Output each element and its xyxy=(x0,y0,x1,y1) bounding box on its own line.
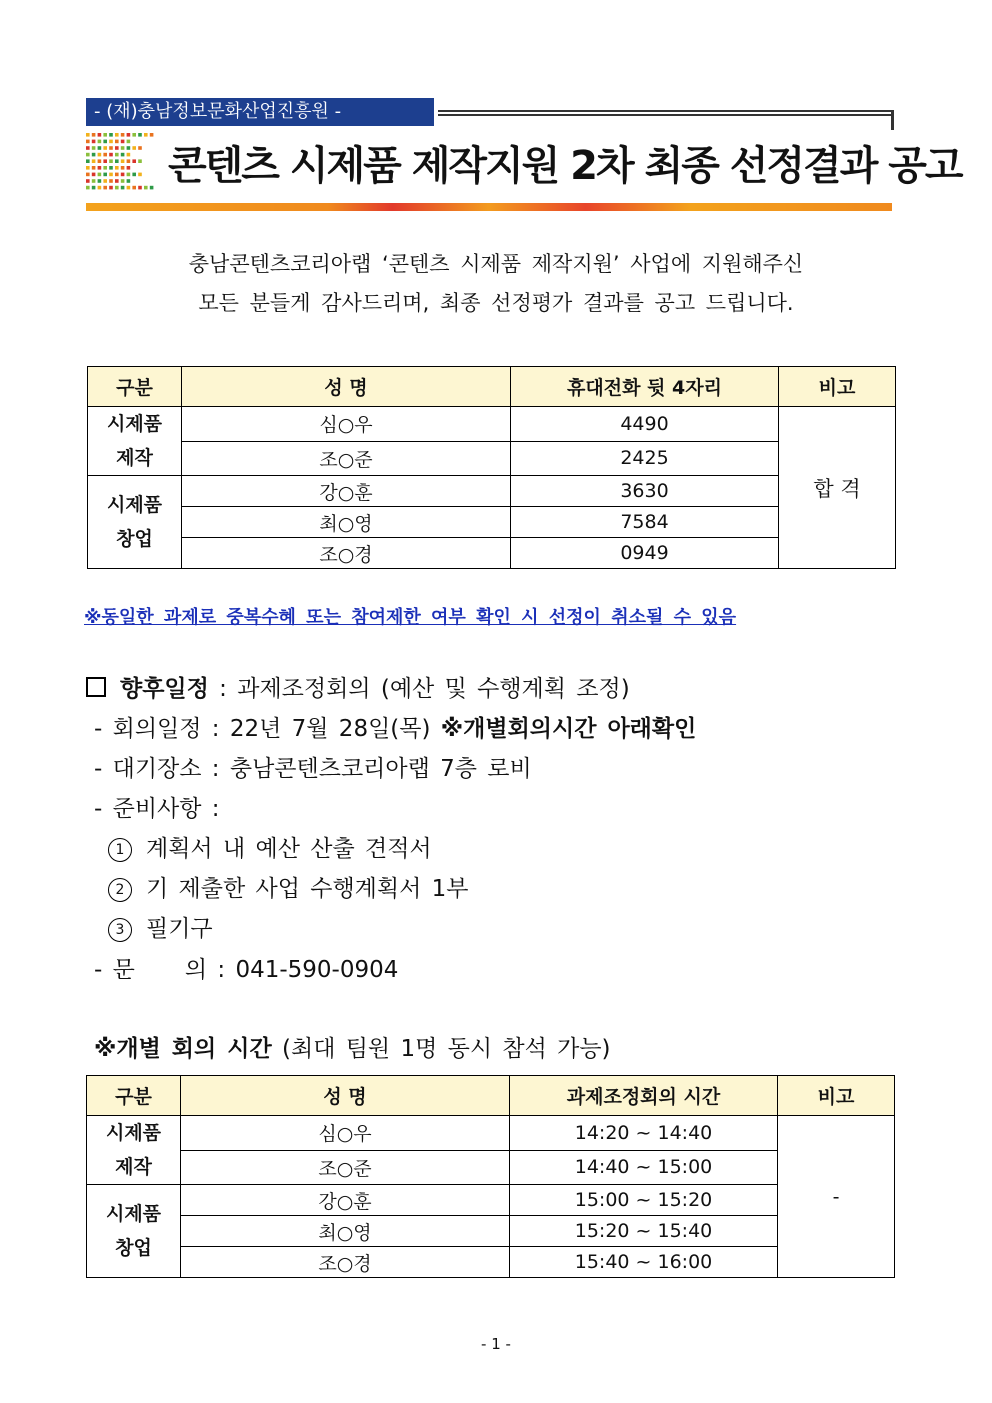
phone-cell: 3630 xyxy=(511,476,779,507)
logo-dot xyxy=(109,186,113,190)
logo-dot xyxy=(127,173,131,177)
organization-label: - (재)충남정보문화산업진흥원 - xyxy=(86,98,434,126)
time-cell: 15:00 ~ 15:20 xyxy=(510,1185,778,1216)
header-remark: 비고 xyxy=(779,367,896,407)
category-line: 시제품 xyxy=(106,494,163,516)
name-cell: 최○영 xyxy=(182,507,511,538)
logo-dot xyxy=(115,159,119,163)
meeting-date-line xyxy=(94,710,696,743)
logo-dot xyxy=(103,186,107,190)
table-header-row xyxy=(87,1076,895,1116)
logo-dot xyxy=(115,133,119,137)
name-cell: 조○경 xyxy=(181,1247,510,1278)
category-cell xyxy=(88,476,182,569)
logo-dot xyxy=(115,140,119,144)
table-row xyxy=(87,1150,895,1185)
logo-dot xyxy=(132,173,136,177)
logo-dot-pattern xyxy=(86,133,158,193)
phone-cell: 4490 xyxy=(511,407,779,442)
logo-dot xyxy=(138,173,142,177)
logo-dot xyxy=(86,166,90,170)
intro-line-2: 모든 분들게 감사드리며, 최종 선정평가 결과를 공고 드립니다. xyxy=(198,291,794,315)
table-row xyxy=(87,1216,895,1247)
prep-item-text: 기 제출한 사업 수행계획서 1부 xyxy=(146,876,469,902)
logo-dot xyxy=(109,166,113,170)
logo-dot xyxy=(115,153,119,157)
meeting-date-text: - 회의일정 : 22년 7월 28일(목) xyxy=(94,716,441,742)
schedule-heading-label: 향후일정 xyxy=(120,676,209,702)
logo-dot xyxy=(98,179,102,183)
header-category: 구분 xyxy=(88,367,182,407)
name-cell: 조○경 xyxy=(182,538,511,569)
header-category: 구분 xyxy=(87,1076,181,1116)
meeting-time-table xyxy=(86,1075,895,1278)
preparation-line: - 준비사항 : xyxy=(94,796,220,822)
logo-dot xyxy=(103,159,107,163)
logo-dot xyxy=(115,179,119,183)
logo-dot xyxy=(86,140,90,144)
intro-line-1: 충남콘텐츠코리아랩 ‘콘텐츠 시제품 제작지원’ 사업에 지원해주신 xyxy=(188,252,804,276)
category-line: 시제품 xyxy=(105,1122,162,1144)
logo-dot xyxy=(127,140,131,144)
header-rule xyxy=(438,110,894,116)
logo-dot xyxy=(92,186,96,190)
logo-dot xyxy=(98,146,102,150)
remark-cell: - xyxy=(778,1116,895,1278)
logo-dot xyxy=(132,186,136,190)
category-cell xyxy=(87,1185,181,1278)
logo-dot xyxy=(92,146,96,150)
logo-dot xyxy=(86,179,90,183)
logo-dot xyxy=(127,159,131,163)
checkbox-square-icon xyxy=(86,677,106,697)
logo-dot xyxy=(109,159,113,163)
name-cell: 조○준 xyxy=(182,441,511,476)
logo-dot xyxy=(92,153,96,157)
logo-dot xyxy=(92,159,96,163)
logo-dot xyxy=(144,186,148,190)
logo-dot xyxy=(144,133,148,137)
time-cell: 14:20 ~ 14:40 xyxy=(510,1116,778,1151)
meeting-time-heading-bold: ※개별 회의 시간 xyxy=(94,1036,272,1062)
logo-dot xyxy=(92,140,96,144)
logo-dot xyxy=(103,133,107,137)
header-remark: 비고 xyxy=(778,1076,895,1116)
meeting-date-note: ※개별회의시간 아래확인 xyxy=(440,716,697,742)
logo-dot xyxy=(109,173,113,177)
category-line: 제작 xyxy=(116,447,153,469)
table-row xyxy=(88,441,896,476)
logo-dot xyxy=(103,173,107,177)
phone-cell: 0949 xyxy=(511,538,779,569)
schedule-heading-text: : 과제조정회의 (예산 및 수행계획 조정) xyxy=(208,676,630,702)
logo-dot xyxy=(103,140,107,144)
name-cell: 강○훈 xyxy=(181,1185,510,1216)
logo-dot xyxy=(109,133,113,137)
logo-dot xyxy=(109,146,113,150)
phone-cell: 2425 xyxy=(511,441,779,476)
logo-dot xyxy=(127,186,131,190)
remark-cell: 합 격 xyxy=(779,407,896,569)
name-cell: 강○훈 xyxy=(182,476,511,507)
name-cell: 최○영 xyxy=(181,1216,510,1247)
logo-dot xyxy=(121,159,125,163)
logo-dot xyxy=(98,166,102,170)
prep-item-text: 계획서 내 예산 산출 견적서 xyxy=(146,836,432,862)
prep-item xyxy=(108,830,432,863)
logo-dot xyxy=(138,159,142,163)
logo-dot xyxy=(121,186,125,190)
table-row xyxy=(87,1185,895,1216)
logo-dot xyxy=(121,133,125,137)
logo-dot xyxy=(121,140,125,144)
table-row xyxy=(87,1247,895,1278)
prep-item xyxy=(108,910,213,943)
title-underline-bar xyxy=(86,203,892,211)
logo-dot xyxy=(103,146,107,150)
logo-dot xyxy=(121,146,125,150)
meeting-time-heading xyxy=(94,1030,611,1063)
table-header-row xyxy=(88,367,896,407)
contact-label-2: 의 : xyxy=(184,957,226,983)
prep-item-text: 필기구 xyxy=(146,916,213,942)
logo-dot xyxy=(150,186,154,190)
table-row xyxy=(88,476,896,507)
table-row xyxy=(88,538,896,569)
logo-dot xyxy=(127,153,131,157)
contact-phone: 041-590-0904 xyxy=(235,957,399,983)
header-name: 성 명 xyxy=(181,1076,510,1116)
logo-dot xyxy=(86,173,90,177)
header-time: 과제조정회의 시간 xyxy=(510,1076,778,1116)
logo-dot xyxy=(127,146,131,150)
contact-line xyxy=(94,951,398,984)
header-name: 성 명 xyxy=(182,367,511,407)
name-cell: 심○우 xyxy=(181,1116,510,1151)
logo-dot xyxy=(86,159,90,163)
logo-dot xyxy=(115,173,119,177)
logo-dot xyxy=(127,166,131,170)
category-cell xyxy=(87,1116,181,1185)
logo-dot xyxy=(98,186,102,190)
time-cell: 15:20 ~ 15:40 xyxy=(510,1216,778,1247)
logo-dot xyxy=(121,179,125,183)
logo-dot xyxy=(138,146,142,150)
name-cell: 심○우 xyxy=(182,407,511,442)
contact-label: - 문 xyxy=(94,957,135,983)
category-line: 시제품 xyxy=(106,413,163,435)
logo-dot xyxy=(121,173,125,177)
category-cell xyxy=(88,407,182,476)
logo-dot xyxy=(98,173,102,177)
category-line: 창업 xyxy=(115,1237,152,1259)
circled-number-icon: 2 xyxy=(108,878,132,902)
time-cell: 15:40 ~ 16:00 xyxy=(510,1247,778,1278)
name-cell: 조○준 xyxy=(181,1150,510,1185)
page-number: - 1 - xyxy=(481,1335,511,1353)
logo-dot xyxy=(109,179,113,183)
logo-dot xyxy=(132,133,136,137)
logo-dot xyxy=(115,166,119,170)
logo-dot xyxy=(109,153,113,157)
logo-dot xyxy=(103,179,107,183)
logo-dot xyxy=(86,146,90,150)
logo-dot xyxy=(92,166,96,170)
logo-dot xyxy=(150,133,154,137)
category-line: 창업 xyxy=(116,528,153,550)
header-rule-end xyxy=(886,110,894,130)
time-cell: 14:40 ~ 15:00 xyxy=(510,1150,778,1185)
logo-dot xyxy=(92,133,96,137)
logo-dot xyxy=(86,153,90,157)
logo-dot xyxy=(98,153,102,157)
schedule-heading xyxy=(86,670,630,703)
logo-dot xyxy=(127,179,131,183)
table-row xyxy=(88,407,896,442)
logo-dot xyxy=(103,166,107,170)
logo-dot xyxy=(86,133,90,137)
logo-dot xyxy=(132,146,136,150)
logo-dot xyxy=(92,179,96,183)
logo-dot xyxy=(115,186,119,190)
logo-dot xyxy=(127,133,131,137)
logo-dot xyxy=(121,153,125,157)
circled-number-icon: 1 xyxy=(108,838,132,862)
circled-number-icon: 3 xyxy=(108,918,132,942)
logo-dot xyxy=(121,166,125,170)
logo-dot xyxy=(98,133,102,137)
logo-dot xyxy=(132,159,136,163)
meeting-time-heading-rest: (최대 팀원 1명 동시 참석 가능) xyxy=(271,1036,611,1062)
category-line: 시제품 xyxy=(105,1203,162,1225)
logo-dot xyxy=(115,146,119,150)
logo-dot xyxy=(103,153,107,157)
logo-dot xyxy=(92,173,96,177)
logo-dot xyxy=(98,140,102,144)
logo-dot xyxy=(86,186,90,190)
table-row xyxy=(87,1116,895,1151)
logo-dot xyxy=(98,159,102,163)
category-line: 제작 xyxy=(115,1156,152,1178)
logo-dot xyxy=(138,186,142,190)
logo-dot xyxy=(138,133,142,137)
prep-item xyxy=(108,870,469,903)
waiting-place-line: - 대기장소 : 충남콘텐츠코리아랩 7층 로비 xyxy=(94,756,532,782)
phone-cell: 7584 xyxy=(511,507,779,538)
page-title: 콘텐츠 시제품 제작지원 2차 최종 선정결과 공고 xyxy=(168,143,962,189)
cancellation-notice: ※동일한 과제로 중복수혜 또는 참여제한 여부 확인 시 선정이 취소될 수 있음 xyxy=(84,607,737,628)
selection-result-table xyxy=(87,366,896,569)
header-phone: 휴대전화 뒷 4자리 xyxy=(511,367,779,407)
logo-dot xyxy=(109,140,113,144)
table-row xyxy=(88,507,896,538)
